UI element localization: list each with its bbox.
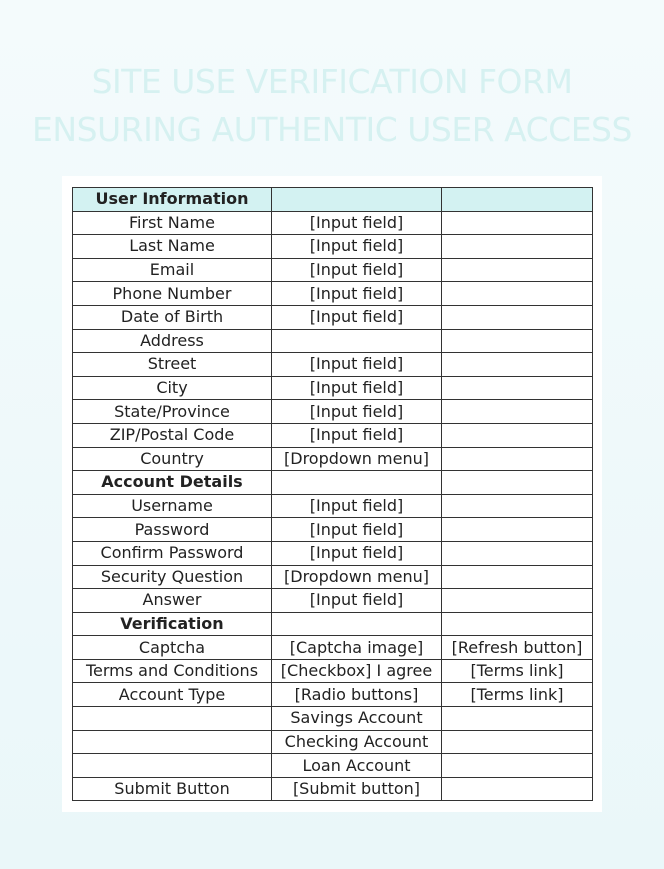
field-label-cell bbox=[73, 730, 272, 754]
field-label-cell: Captcha bbox=[73, 636, 272, 660]
field-label-cell: Address bbox=[73, 329, 272, 353]
table-row bbox=[73, 754, 593, 778]
field-label-cell: Answer bbox=[73, 589, 272, 613]
table-row bbox=[73, 258, 593, 282]
field-label-cell: Phone Number bbox=[73, 282, 272, 306]
field-label-cell: User Information bbox=[73, 188, 272, 212]
table-row bbox=[73, 659, 593, 683]
field-extra-cell bbox=[442, 258, 593, 282]
field-label-cell: State/Province bbox=[73, 400, 272, 424]
field-extra-cell bbox=[442, 777, 593, 801]
form-title: SITE USE VERIFICATION FORM bbox=[91, 62, 573, 101]
section-header-row bbox=[73, 612, 593, 636]
field-label-cell: First Name bbox=[73, 211, 272, 235]
table-row bbox=[73, 235, 593, 259]
field-label-cell: Country bbox=[73, 447, 272, 471]
table-row bbox=[73, 282, 593, 306]
field-label-cell bbox=[73, 754, 272, 778]
field-control-cell: [Input field] bbox=[272, 589, 442, 613]
field-extra-cell bbox=[442, 541, 593, 565]
field-label-cell: City bbox=[73, 376, 272, 400]
table-row bbox=[73, 305, 593, 329]
field-label-cell: Date of Birth bbox=[73, 305, 272, 329]
form-subtitle: ENSURING AUTHENTIC USER ACCESS bbox=[32, 110, 632, 149]
field-control-cell: [Input field] bbox=[272, 518, 442, 542]
field-label-cell: Email bbox=[73, 258, 272, 282]
field-extra-cell bbox=[442, 518, 593, 542]
table-row bbox=[73, 541, 593, 565]
section-header-row bbox=[73, 188, 593, 212]
table-row bbox=[73, 565, 593, 589]
table-row bbox=[73, 329, 593, 353]
table-row bbox=[73, 589, 593, 613]
field-label-cell: Account Details bbox=[73, 471, 272, 495]
field-control-cell bbox=[272, 188, 442, 212]
table-row bbox=[73, 777, 593, 801]
field-extra-cell bbox=[442, 305, 593, 329]
field-extra-cell bbox=[442, 612, 593, 636]
field-label-cell: ZIP/Postal Code bbox=[73, 423, 272, 447]
field-control-cell bbox=[272, 471, 442, 495]
field-extra-cell bbox=[442, 329, 593, 353]
field-control-cell: [Input field] bbox=[272, 494, 442, 518]
field-extra-cell bbox=[442, 730, 593, 754]
field-label-cell: Street bbox=[73, 353, 272, 377]
field-extra-cell: [Terms link] bbox=[442, 683, 593, 707]
field-control-cell: [Input field] bbox=[272, 258, 442, 282]
table-row bbox=[73, 494, 593, 518]
field-control-cell: Loan Account bbox=[272, 754, 442, 778]
field-label-cell: Username bbox=[73, 494, 272, 518]
field-control-cell: [Input field] bbox=[272, 376, 442, 400]
field-extra-cell bbox=[442, 376, 593, 400]
table-row bbox=[73, 376, 593, 400]
table-row bbox=[73, 400, 593, 424]
field-label-cell: Account Type bbox=[73, 683, 272, 707]
table-row bbox=[73, 518, 593, 542]
field-label-cell: Last Name bbox=[73, 235, 272, 259]
field-extra-cell bbox=[442, 235, 593, 259]
field-extra-cell bbox=[442, 400, 593, 424]
field-label-cell bbox=[73, 707, 272, 731]
field-control-cell bbox=[272, 329, 442, 353]
field-control-cell: [Checkbox] I agree bbox=[272, 659, 442, 683]
field-control-cell: [Input field] bbox=[272, 423, 442, 447]
field-control-cell bbox=[272, 612, 442, 636]
field-label-cell: Password bbox=[73, 518, 272, 542]
table-row bbox=[73, 423, 593, 447]
table-row bbox=[73, 353, 593, 377]
field-label-cell: Submit Button bbox=[73, 777, 272, 801]
field-control-cell: Checking Account bbox=[272, 730, 442, 754]
field-extra-cell bbox=[442, 589, 593, 613]
field-control-cell: [Radio buttons] bbox=[272, 683, 442, 707]
field-extra-cell bbox=[442, 471, 593, 495]
field-extra-cell bbox=[442, 211, 593, 235]
field-control-cell: [Dropdown menu] bbox=[272, 565, 442, 589]
field-control-cell: [Input field] bbox=[272, 353, 442, 377]
field-extra-cell bbox=[442, 565, 593, 589]
field-control-cell: [Submit button] bbox=[272, 777, 442, 801]
field-label-cell: Security Question bbox=[73, 565, 272, 589]
section-header-row bbox=[73, 471, 593, 495]
field-extra-cell bbox=[442, 754, 593, 778]
table-row bbox=[73, 447, 593, 471]
field-label-cell: Confirm Password bbox=[73, 541, 272, 565]
table-row bbox=[73, 707, 593, 731]
field-control-cell: [Captcha image] bbox=[272, 636, 442, 660]
field-control-cell: Savings Account bbox=[272, 707, 442, 731]
field-control-cell: [Input field] bbox=[272, 282, 442, 306]
field-extra-cell: [Refresh button] bbox=[442, 636, 593, 660]
form-table bbox=[72, 187, 593, 801]
field-extra-cell bbox=[442, 707, 593, 731]
field-label-cell: Verification bbox=[73, 612, 272, 636]
field-extra-cell bbox=[442, 282, 593, 306]
field-control-cell: [Input field] bbox=[272, 305, 442, 329]
field-extra-cell bbox=[442, 423, 593, 447]
table-row bbox=[73, 730, 593, 754]
field-extra-cell bbox=[442, 447, 593, 471]
field-label-cell: Terms and Conditions bbox=[73, 659, 272, 683]
field-control-cell: [Input field] bbox=[272, 211, 442, 235]
field-control-cell: [Input field] bbox=[272, 541, 442, 565]
field-control-cell: [Input field] bbox=[272, 400, 442, 424]
field-extra-cell bbox=[442, 494, 593, 518]
field-control-cell: [Input field] bbox=[272, 235, 442, 259]
field-extra-cell: [Terms link] bbox=[442, 659, 593, 683]
table-row bbox=[73, 211, 593, 235]
table-row bbox=[73, 683, 593, 707]
field-extra-cell bbox=[442, 353, 593, 377]
table-row bbox=[73, 636, 593, 660]
field-extra-cell bbox=[442, 188, 593, 212]
field-control-cell: [Dropdown menu] bbox=[272, 447, 442, 471]
